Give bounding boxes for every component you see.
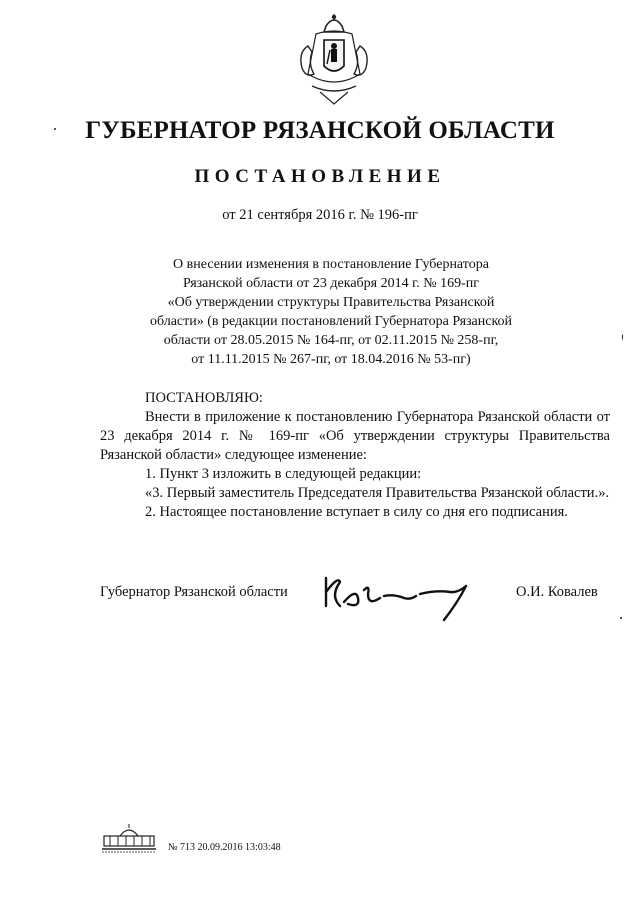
subject-line: от 11.11.2015 № 267-пг, от 18.04.2016 № 53-пг) — [191, 352, 471, 367]
document-date-number: от 21 сентября 2016 г. № 196-пг — [222, 207, 418, 223]
registration-stamp: № 713 20.09.2016 13:03:48 — [168, 842, 281, 853]
subject-line: области» (в редакции постановлений Губернатора Рязанской — [149, 314, 513, 329]
signatory-title: Губернатор Рязанской области — [100, 584, 288, 600]
subject-line: Рязанской области от 23 декабря 2014 г. № 169-пг — [182, 276, 480, 291]
subject-line: «Об утверждении структуры Правительства Рязанской — [167, 295, 495, 310]
body-paragraph: 2. Настоящее постановление вступает в силу со дня его подписания. — [145, 504, 568, 520]
scan-speck — [620, 617, 622, 619]
resolve-heading: ПОСТАНОВЛЯЮ: — [145, 390, 263, 406]
ryazan-coat-of-arms-icon — [286, 12, 382, 108]
body-paragraph: 1. Пункт 3 изложить в следующей редакции: — [145, 466, 422, 482]
page-title: ГУБЕРНАТОР РЯЗАНСКОЙ ОБЛАСТИ — [85, 117, 555, 144]
subject-line: области от 28.05.2015 № 164-пг, от 02.11.2015 № 258-пг, — [163, 333, 499, 348]
registration-building-icon — [100, 822, 158, 854]
document-subject — [140, 255, 522, 369]
scan-speck — [622, 334, 623, 340]
subject-line: О внесении изменения в постановление Губернатора — [173, 257, 489, 272]
document-type: ПОСТАНОВЛЕНИЕ — [194, 166, 446, 187]
scan-speck — [54, 128, 56, 130]
signatory-name: О.И. Ковалев — [516, 584, 598, 600]
body-paragraph: Внести в приложение к постановлению Губернатора Рязанской области от 23 декабря 2014 г. № 169-пг «Об утверждении структуры Правительства Рязанской области» следующее изменение: — [100, 409, 610, 463]
body-paragraph: «3. Первый заместитель Председателя Правительства Рязанской области.». — [145, 485, 610, 501]
document-body — [100, 389, 610, 522]
handwritten-signature-icon — [318, 568, 478, 624]
